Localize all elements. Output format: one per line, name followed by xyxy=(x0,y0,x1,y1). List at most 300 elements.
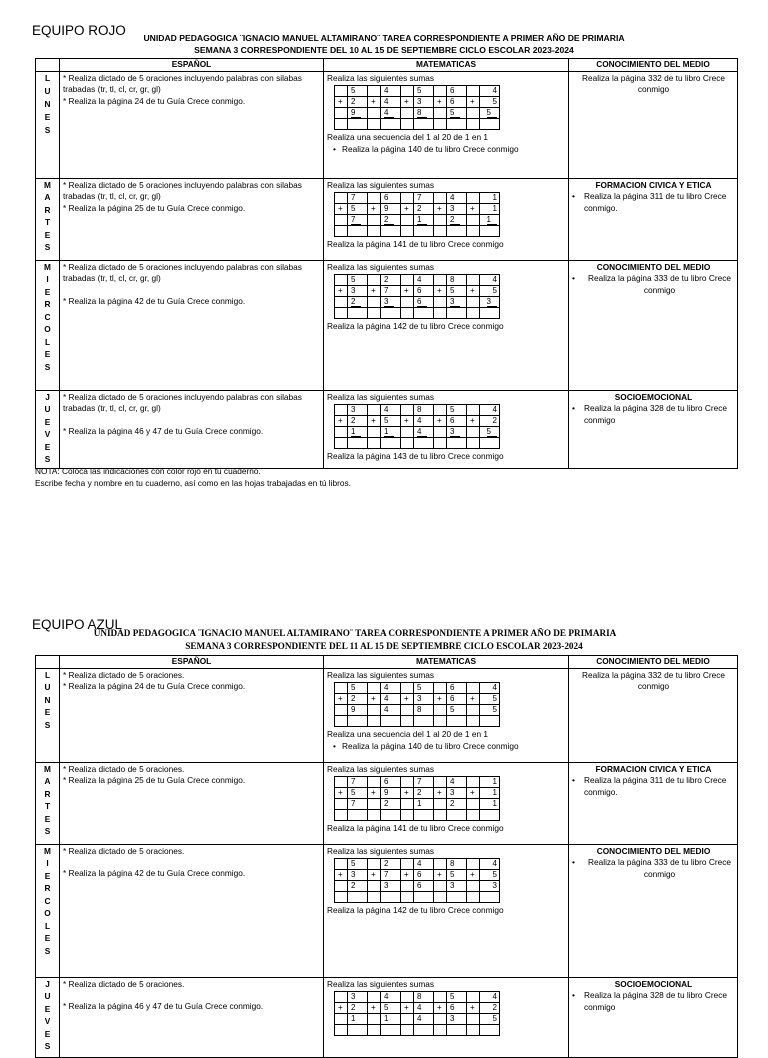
day-row xyxy=(36,977,738,1057)
sum-row xyxy=(335,297,500,308)
answer-cell xyxy=(381,716,401,727)
team-label-azul: EQUIPO AZUL xyxy=(32,617,123,632)
sum-digit: 7 xyxy=(348,193,368,204)
sum-row xyxy=(335,1014,500,1025)
day-letter: U xyxy=(44,682,51,692)
day-letter: R xyxy=(44,299,51,309)
sums-grid xyxy=(334,991,500,1036)
sum-digit xyxy=(414,427,434,438)
answer-cell xyxy=(467,226,480,237)
math-instruction: Realiza las siguientes sumas xyxy=(327,72,434,83)
day-letters xyxy=(36,260,60,390)
sum-digit: 3 xyxy=(447,1014,467,1025)
subject-heading: SOCIOEMOCIONAL xyxy=(614,391,693,402)
answer-cell xyxy=(348,119,368,130)
math-instruction: Realiza las siguientes sumas xyxy=(327,261,434,272)
day-letter: O xyxy=(44,324,51,334)
sum-row xyxy=(335,97,500,108)
plus-sign: + xyxy=(434,97,447,108)
sum-digit: 3 xyxy=(414,97,434,108)
day-letter: U xyxy=(44,85,51,96)
sum-digit: 4 xyxy=(447,193,467,204)
blank-cell xyxy=(401,86,414,97)
blank-cell xyxy=(401,193,414,204)
matematicas-cell xyxy=(324,178,569,260)
blank-cell xyxy=(335,108,348,119)
answer-cell xyxy=(480,716,500,727)
answer-cell xyxy=(335,438,348,449)
sum-digit: 2 xyxy=(348,416,368,427)
blank-cell xyxy=(434,859,447,870)
math-task: Realiza la página 142 de tu libro Crece conmigo xyxy=(327,321,504,331)
sum-digit: 3 xyxy=(348,870,368,881)
answer-cell xyxy=(447,810,467,821)
blank-cell xyxy=(335,193,348,204)
blank-cell xyxy=(434,683,447,694)
subject-heading: CONOCIMIENTO DEL MEDIO xyxy=(596,845,711,856)
math-instruction: Realiza las siguientes sumas xyxy=(327,763,434,774)
math-instruction: Realiza las siguientes sumas xyxy=(327,978,434,989)
espanol-cell xyxy=(60,668,324,762)
blank-cell xyxy=(368,405,381,416)
bullet-icon: • xyxy=(572,775,575,785)
sum-row xyxy=(335,86,500,97)
blank-cell xyxy=(467,799,480,810)
subject-cell xyxy=(569,844,738,977)
blank-cell xyxy=(467,705,480,716)
sum-digit: 1 xyxy=(480,799,500,810)
result-digit: 1 xyxy=(417,215,427,225)
sum-digit: 5 xyxy=(348,275,368,286)
answer-cell xyxy=(414,810,434,821)
result-digit: 5 xyxy=(487,108,497,118)
sum-digit: 6 xyxy=(414,870,434,881)
answer-cell xyxy=(401,438,414,449)
day-letter: E xyxy=(44,111,51,122)
espanol-task: * Realiza la página 24 de tu Guía Crece conmigo. xyxy=(63,681,246,691)
matematicas-cell xyxy=(324,260,569,390)
day-letters xyxy=(36,668,60,762)
sum-row xyxy=(335,427,500,438)
result-digit: 7 xyxy=(351,215,361,225)
sum-digit: 5 xyxy=(447,705,467,716)
blank-cell xyxy=(401,881,414,892)
plus-sign: + xyxy=(401,694,414,705)
header-day xyxy=(36,59,60,72)
blank-cell xyxy=(335,777,348,788)
sum-digit: 2 xyxy=(381,859,401,870)
espanol-cell xyxy=(60,977,324,1057)
blank-cell xyxy=(434,275,447,286)
day-letter: S xyxy=(44,242,51,252)
plus-sign: + xyxy=(434,286,447,297)
sum-digit: 4 xyxy=(381,86,401,97)
answer-cell xyxy=(368,226,381,237)
day-letter: E xyxy=(44,933,51,943)
subject-cell xyxy=(569,762,738,844)
answer-cell xyxy=(480,1025,500,1036)
plus-sign: + xyxy=(368,286,381,297)
day-letter: E xyxy=(44,813,51,824)
blank-cell xyxy=(368,859,381,870)
espanol-cell xyxy=(60,71,324,178)
day-letter: R xyxy=(44,788,51,799)
sum-digit: 6 xyxy=(414,881,434,892)
sum-digit: 5 xyxy=(348,859,368,870)
day-letters xyxy=(36,390,60,468)
sum-row xyxy=(335,215,500,226)
blank-cell xyxy=(467,859,480,870)
header-conocimiento: CONOCIMIENTO DEL MEDIO xyxy=(569,656,738,669)
sum-digit: 3 xyxy=(348,992,368,1003)
plus-sign: + xyxy=(434,788,447,799)
espanol-task: * Realiza la página 24 de tu Guía Crece conmigo. xyxy=(63,95,246,106)
sum-digit: 3 xyxy=(348,405,368,416)
blank-cell xyxy=(434,405,447,416)
sum-digit: 5 xyxy=(447,405,467,416)
answer-cell xyxy=(480,438,500,449)
plus-sign: + xyxy=(467,97,480,108)
sum-digit: 4 xyxy=(381,705,401,716)
answer-cell xyxy=(414,1025,434,1036)
plus-sign: + xyxy=(467,1003,480,1014)
blank-cell xyxy=(368,777,381,788)
blank-cell xyxy=(368,215,381,226)
espanol-task: * Realiza dictado de 5 oraciones incluyendo palabras con silabas trabadas (tr, tl, cl, cr, gr, gl) xyxy=(63,391,302,413)
sum-digit: 4 xyxy=(480,405,500,416)
plus-sign: + xyxy=(368,788,381,799)
sum-row xyxy=(335,108,500,119)
result-digit: 8 xyxy=(417,108,427,118)
answer-cell xyxy=(348,1025,368,1036)
answer-cell xyxy=(480,308,500,319)
answer-cell xyxy=(401,810,414,821)
espanol-cell xyxy=(60,390,324,468)
day-letter: N xyxy=(44,694,51,705)
sum-digit: 5 xyxy=(480,97,500,108)
subject-cell xyxy=(569,260,738,390)
day-letter: I xyxy=(46,858,49,868)
sum-digit xyxy=(447,427,467,438)
answer-cell xyxy=(381,1025,401,1036)
day-row xyxy=(36,178,738,260)
sum-row xyxy=(335,870,500,881)
page-title: UNIDAD PEDAGOGICA ¨IGNACIO MANUEL ALTAMIRANO¨ TAREA CORRESPONDIENTE A PRIMER AÑO DE PRIMARIA xyxy=(143,33,625,43)
day-letter: E xyxy=(44,707,51,717)
plus-sign: + xyxy=(467,416,480,427)
result-digit: 2 xyxy=(450,215,460,225)
blank-cell xyxy=(335,992,348,1003)
espanol-task: * Realiza dictado de 5 oraciones. xyxy=(63,669,185,680)
blank-cell xyxy=(368,992,381,1003)
sum-row xyxy=(335,881,500,892)
blank-cell xyxy=(401,1014,414,1025)
day-letter: T xyxy=(44,801,51,811)
answer-cell xyxy=(401,892,414,903)
sum-row xyxy=(335,777,500,788)
answer-cell xyxy=(401,119,414,130)
blank-cell xyxy=(335,799,348,810)
day-letters xyxy=(36,977,60,1057)
sums-grid xyxy=(334,192,500,237)
blank-cell xyxy=(467,275,480,286)
sum-digit: 8 xyxy=(414,705,434,716)
sum-digit: 2 xyxy=(381,275,401,286)
plus-sign: + xyxy=(401,286,414,297)
day-letters xyxy=(36,178,60,260)
sum-digit: 5 xyxy=(480,870,500,881)
sum-row xyxy=(335,705,500,716)
sum-digit xyxy=(381,108,401,119)
subject-bullet xyxy=(572,191,735,214)
sum-digit: 1 xyxy=(480,777,500,788)
answer-cell xyxy=(381,438,401,449)
answer-cell xyxy=(348,438,368,449)
blank-cell xyxy=(368,1014,381,1025)
math-task: Realiza la página 141 de tu libro Crece conmigo xyxy=(327,823,504,833)
note-line: Escribe fecha y nombre en tu cuaderno, así como en las hojas trabajadas en tú libros. xyxy=(35,478,351,488)
answer-cell xyxy=(368,438,381,449)
plus-sign: + xyxy=(368,870,381,881)
plus-sign: + xyxy=(467,204,480,215)
sum-digit: 4 xyxy=(414,416,434,427)
answer-cell xyxy=(368,308,381,319)
day-letters xyxy=(36,762,60,844)
header-matematicas: MATEMATICAS xyxy=(324,656,569,669)
day-letter: S xyxy=(44,826,51,836)
sum-digit: 5 xyxy=(381,1003,401,1014)
sum-digit xyxy=(348,215,368,226)
espanol-task: * Realiza la página 25 de tu Guía Crece conmigo. xyxy=(63,775,246,785)
result-digit: 2 xyxy=(384,215,394,225)
day-row xyxy=(36,668,738,762)
answer-cell xyxy=(467,810,480,821)
blank-cell xyxy=(434,108,447,119)
math-task: Realiza la página 143 de tu libro Crece conmigo xyxy=(327,451,504,461)
espanol-task: * Realiza dictado de 5 oraciones incluyendo palabras con silabas trabadas (tr, tl, cl, cr, gr, gl) xyxy=(63,179,302,201)
header-conocimiento: CONOCIMIENTO DEL MEDIO xyxy=(569,59,738,72)
sum-digit: 3 xyxy=(381,881,401,892)
sum-digit: 5 xyxy=(348,204,368,215)
day-row xyxy=(36,390,738,468)
blank-cell xyxy=(401,427,414,438)
blank-cell xyxy=(335,683,348,694)
answer-cell xyxy=(447,308,467,319)
plus-sign: + xyxy=(467,286,480,297)
blank-cell xyxy=(368,297,381,308)
sum-digit: 6 xyxy=(447,86,467,97)
answer-cell xyxy=(348,810,368,821)
subject-bullet xyxy=(572,273,735,296)
plus-sign: + xyxy=(335,204,348,215)
sum-digit: 5 xyxy=(381,416,401,427)
day-letter: S xyxy=(44,454,51,464)
day-letter: S xyxy=(44,124,51,135)
blank-cell xyxy=(368,108,381,119)
answer-cell xyxy=(434,438,447,449)
answer-row xyxy=(335,1025,500,1036)
espanol-task: * Realiza la página 25 de tu Guía Crece conmigo. xyxy=(63,202,246,213)
answer-cell xyxy=(467,1025,480,1036)
bullet-icon: • xyxy=(333,143,336,154)
espanol-cell xyxy=(60,762,324,844)
sum-row xyxy=(335,416,500,427)
blank-cell xyxy=(401,799,414,810)
answer-cell xyxy=(381,810,401,821)
sum-digit: 7 xyxy=(348,799,368,810)
sum-digit: 7 xyxy=(414,777,434,788)
sum-digit: 2 xyxy=(480,416,500,427)
header-row xyxy=(36,59,738,72)
answer-cell xyxy=(414,119,434,130)
day-letter: C xyxy=(44,895,51,906)
subject-heading: FORMACION CIVICA Y ETICA xyxy=(595,763,712,774)
bullet-icon: • xyxy=(572,857,575,867)
sum-digit xyxy=(381,215,401,226)
blank-cell xyxy=(467,881,480,892)
answer-cell xyxy=(401,308,414,319)
subject-task: Realiza la página 332 de tu libro Crece conmigo xyxy=(582,72,725,94)
result-digit: 4 xyxy=(384,108,394,118)
sum-digit: 8 xyxy=(414,405,434,416)
sum-digit: 3 xyxy=(348,286,368,297)
espanol-task: * Realiza la página 46 y 47 de tu Guía Crece conmigo. xyxy=(63,1001,264,1011)
bullet-icon: • xyxy=(572,403,575,413)
sum-digit: 2 xyxy=(348,1003,368,1014)
math-instruction: Realiza las siguientes sumas xyxy=(327,669,434,680)
matematicas-cell xyxy=(324,844,569,977)
sum-digit: 9 xyxy=(348,705,368,716)
day-letter: A xyxy=(44,192,51,202)
sum-digit: 8 xyxy=(447,275,467,286)
blank-cell xyxy=(401,297,414,308)
header-espanol: ESPAÑOL xyxy=(60,656,324,669)
sum-digit: 9 xyxy=(381,204,401,215)
day-row xyxy=(36,71,738,178)
sum-digit: 4 xyxy=(414,1014,434,1025)
blank-cell xyxy=(467,427,480,438)
math-instruction: Realiza las siguientes sumas xyxy=(327,845,434,856)
answer-cell xyxy=(434,892,447,903)
answer-row xyxy=(335,892,500,903)
blank-cell xyxy=(467,777,480,788)
answer-cell xyxy=(447,716,467,727)
blank-cell xyxy=(434,1014,447,1025)
subject-heading: CONOCIMIENTO DEL MEDIO xyxy=(596,261,711,272)
sum-digit xyxy=(480,108,500,119)
answer-cell xyxy=(368,810,381,821)
math-task: Realiza la página 141 de tu libro Crece conmigo xyxy=(327,239,504,249)
answer-cell xyxy=(447,226,467,237)
blank-cell xyxy=(335,427,348,438)
sum-digit: 6 xyxy=(447,694,467,705)
matematicas-cell xyxy=(324,390,569,468)
answer-cell xyxy=(414,226,434,237)
sum-digit: 5 xyxy=(348,788,368,799)
plus-sign: + xyxy=(467,870,480,881)
sum-digit: 6 xyxy=(447,416,467,427)
subject-bullet xyxy=(572,857,735,880)
sum-digit: 4 xyxy=(381,694,401,705)
sum-digit: 6 xyxy=(381,193,401,204)
day-letter: U xyxy=(44,991,51,1001)
day-letter: S xyxy=(44,719,51,730)
sums-grid xyxy=(334,85,500,130)
sum-digit: 2 xyxy=(447,799,467,810)
sum-digit: 5 xyxy=(447,870,467,881)
blank-cell xyxy=(434,193,447,204)
answer-row xyxy=(335,119,500,130)
answer-cell xyxy=(335,119,348,130)
schedule-grid xyxy=(35,58,738,469)
result-digit: 6 xyxy=(417,297,427,307)
day-letter: E xyxy=(44,441,51,452)
sum-digit: 1 xyxy=(381,1014,401,1025)
blank-cell xyxy=(335,215,348,226)
sum-digit: 4 xyxy=(381,992,401,1003)
answer-cell xyxy=(467,716,480,727)
answer-cell xyxy=(414,438,434,449)
sum-digit: 1 xyxy=(480,193,500,204)
answer-cell xyxy=(381,119,401,130)
sum-row xyxy=(335,859,500,870)
plus-sign: + xyxy=(434,1003,447,1014)
sum-digit xyxy=(348,108,368,119)
sum-digit: 5 xyxy=(480,1014,500,1025)
answer-cell xyxy=(348,716,368,727)
day-letters xyxy=(36,71,60,178)
subject-heading: SOCIOEMOCIONAL xyxy=(614,978,693,989)
matematicas-cell xyxy=(324,762,569,844)
espanol-task: * Realiza dictado de 5 oraciones. xyxy=(63,978,185,989)
sum-digit: 1 xyxy=(414,799,434,810)
day-letter: M xyxy=(44,845,51,856)
plus-sign: + xyxy=(368,97,381,108)
answer-cell xyxy=(434,119,447,130)
answer-cell xyxy=(335,716,348,727)
sum-digit: 6 xyxy=(447,683,467,694)
matematicas-cell xyxy=(324,668,569,762)
blank-cell xyxy=(467,215,480,226)
header-espanol: ESPAÑOL xyxy=(60,59,324,72)
math-bullet-text: Realiza la página 140 de tu libro Crece conmigo xyxy=(342,740,519,751)
blank-cell xyxy=(401,108,414,119)
answer-cell xyxy=(467,119,480,130)
sum-digit: 2 xyxy=(381,799,401,810)
blank-cell xyxy=(401,777,414,788)
matematicas-cell xyxy=(324,977,569,1057)
day-letter: O xyxy=(44,908,51,918)
day-letter: L xyxy=(44,72,51,83)
sums-grid xyxy=(334,858,500,903)
math-bullet xyxy=(327,144,568,156)
answer-cell xyxy=(480,226,500,237)
answer-cell xyxy=(480,119,500,130)
sum-digit: 4 xyxy=(480,275,500,286)
result-digit: 9 xyxy=(351,108,361,118)
blank-cell xyxy=(467,297,480,308)
blank-cell xyxy=(467,108,480,119)
answer-cell xyxy=(335,308,348,319)
sum-digit: 3 xyxy=(414,694,434,705)
day-letter: E xyxy=(44,349,51,359)
day-letter: U xyxy=(44,404,51,414)
sum-digit: 4 xyxy=(480,683,500,694)
sum-digit: 5 xyxy=(447,286,467,297)
sum-digit: 7 xyxy=(381,286,401,297)
sums-grid xyxy=(334,776,500,821)
subject-bullet xyxy=(572,403,735,426)
